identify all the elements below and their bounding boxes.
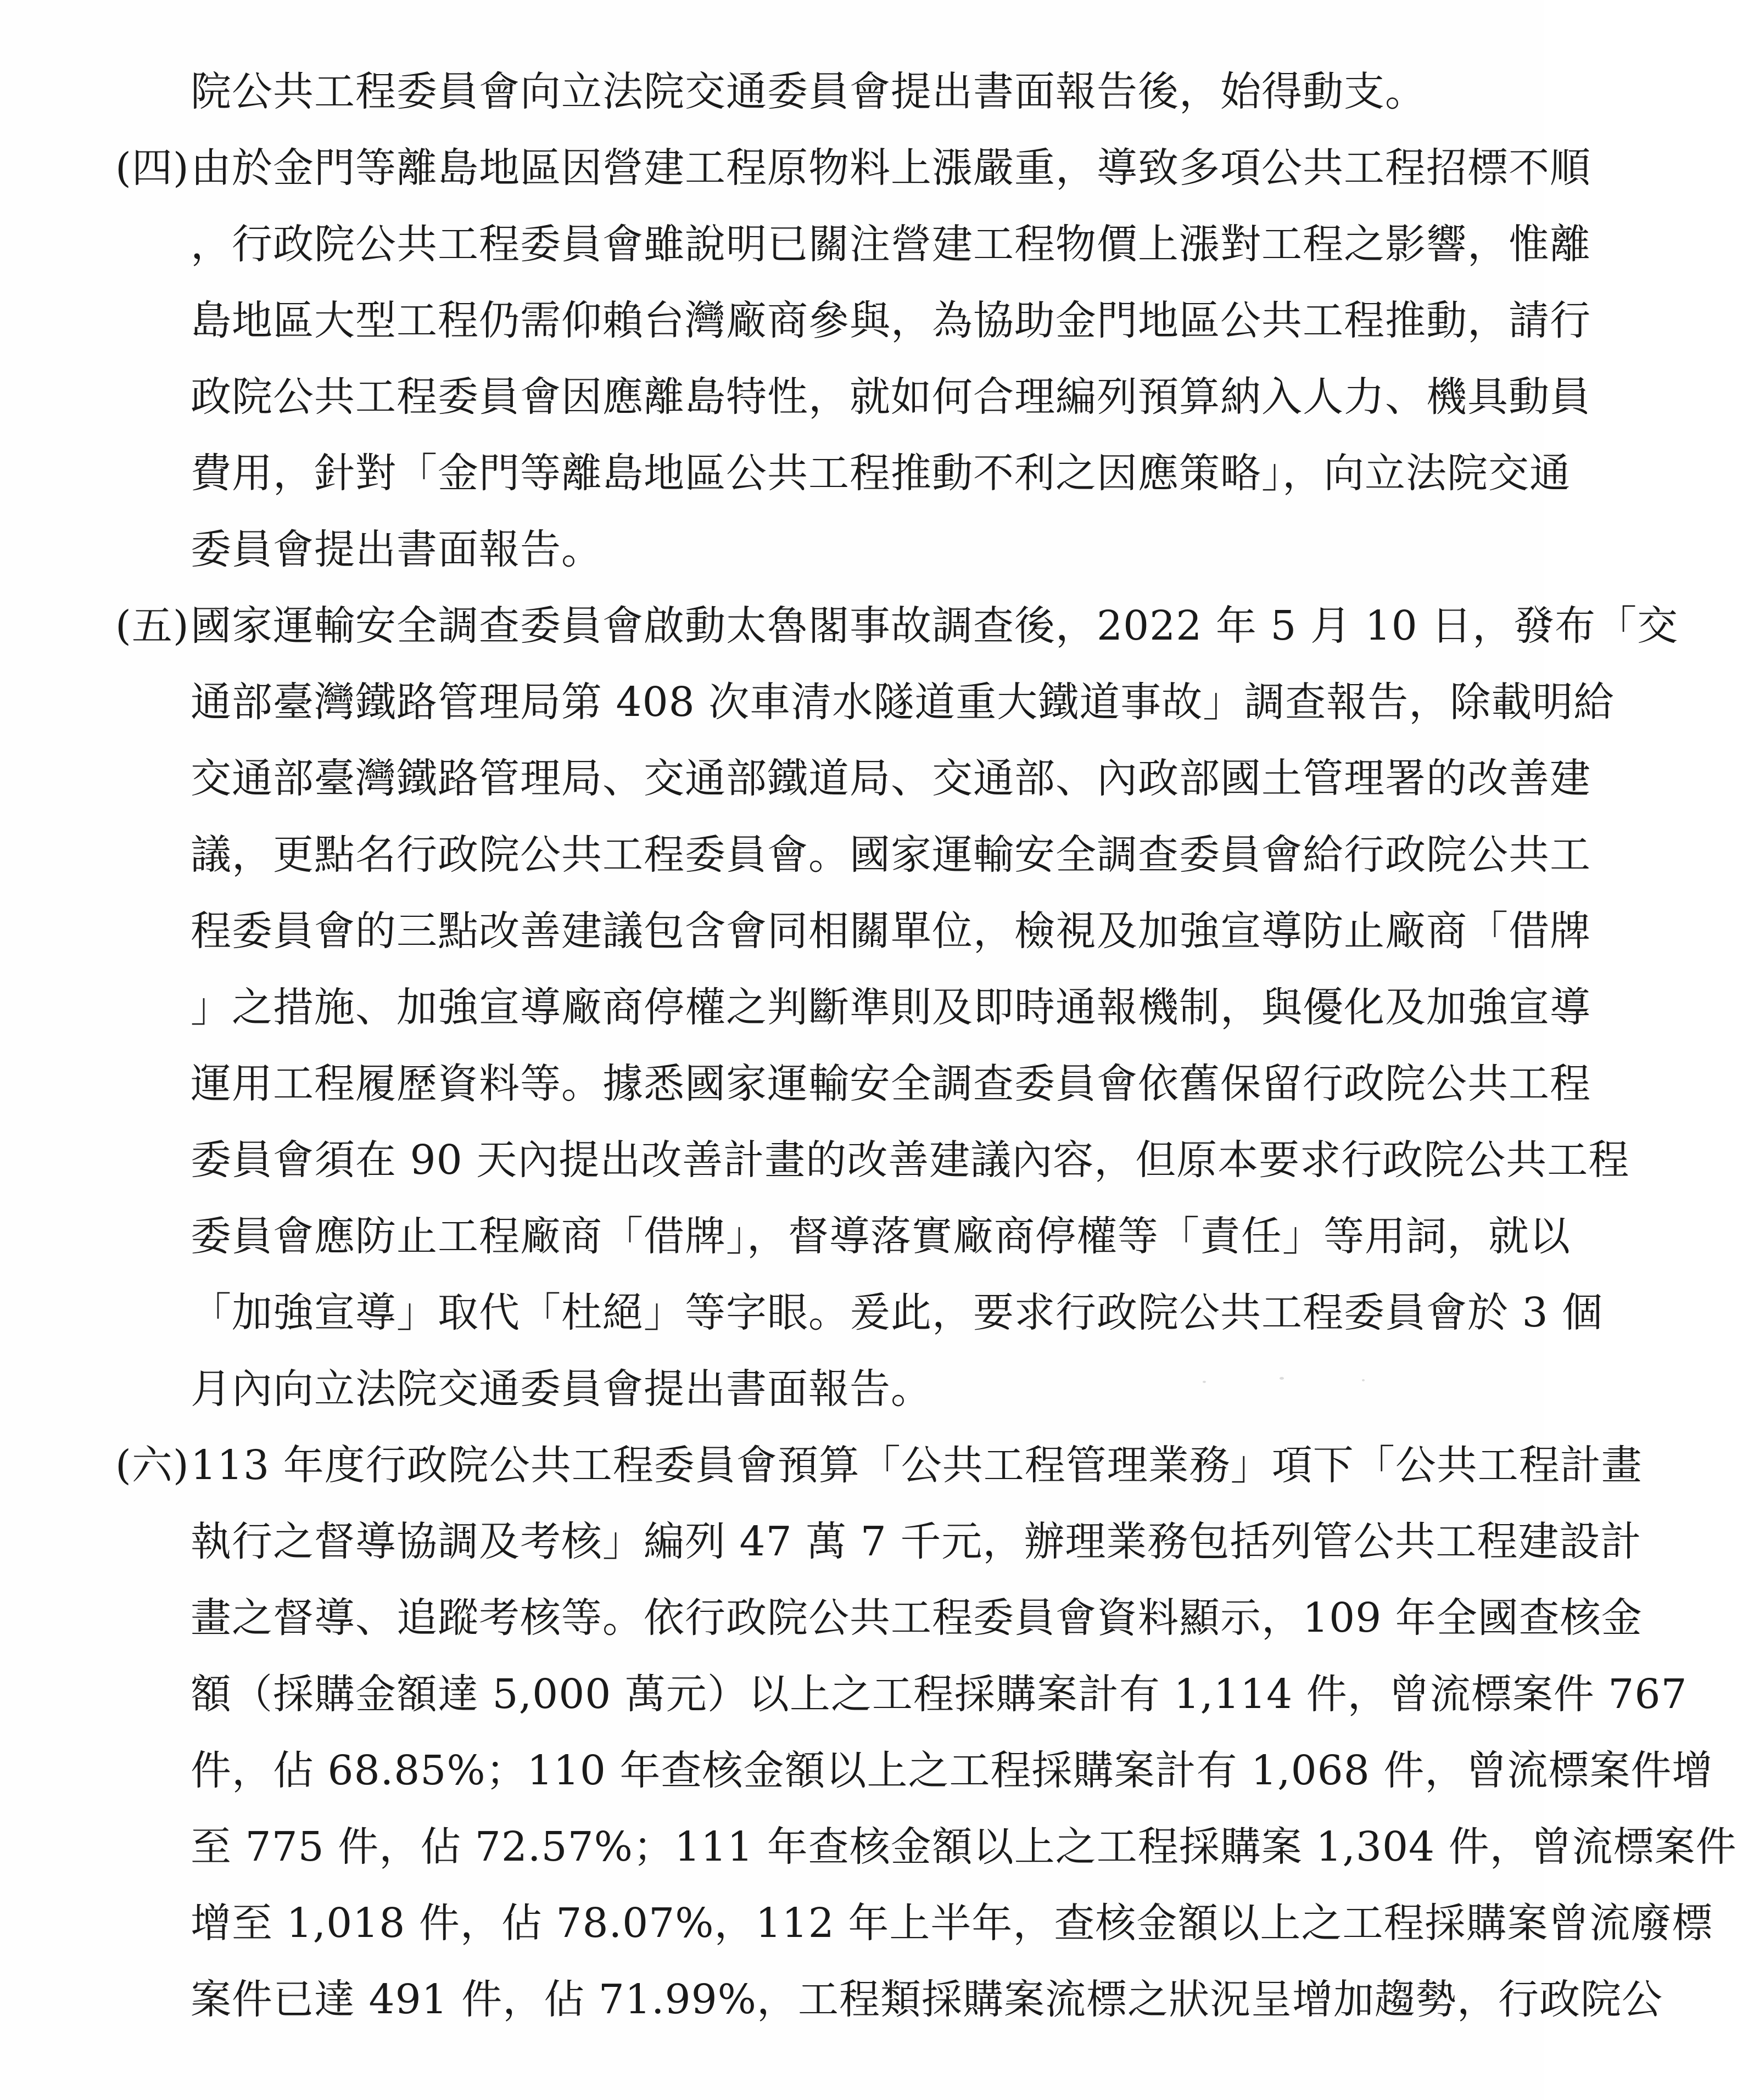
paragraph-line: 「加強宣導」取代「杜絕」等字眼。爰此，要求行政院公共工程委員會於 3 個 [191,1289,1604,1336]
scan-artifact [1203,1381,1206,1383]
paragraph-line: 委員會提出書面報告。 [191,526,602,573]
paragraph-line: 島地區大型工程仍需仰賴台灣廠商參與，為協助金門地區公共工程推動，請行 [191,297,1591,344]
scan-artifact [1280,1377,1284,1380]
paragraph-line: 程委員會的三點改善建議包含會同相關單位，檢視及加強宣導防止廠商「借牌 [191,908,1591,955]
paragraph-line: 委員會應防止工程廠商「借牌」，督導落實廠商停權等「責任」等用詞，就以 [191,1213,1571,1260]
paragraph-text: 113 年度行政院公共工程委員會預算「公共工程管理業務」項下「公共工程計畫 [191,1442,1643,1489]
paragraph-line [115,588,1679,664]
continuation-line: 院公共工程委員會向立法院交通委員會提出書面報告後，始得動支。 [191,68,1426,115]
paragraph-line: 月內向立法院交通委員會提出書面報告。 [191,1365,932,1413]
scan-artifact [544,549,546,552]
paragraph-item-4 [115,130,1591,588]
paragraph-line: 政院公共工程委員會因應離島特性，就如何合理編列預算納入人力、機具動員 [191,373,1591,421]
paragraph-line: 額（採購金額達 5,000 萬元）以上之工程採購案計有 1,114 件，曾流標案件 767 [191,1671,1688,1718]
paragraph-line: 」之措施、加強宣導廠商停權之判斷準則及即時通報機制，與優化及加強宣導 [191,984,1591,1031]
paragraph-line: 案件已達 491 件，佔 71.99%，工程類採購案流標之狀況呈增加趨勢，行政院公 [191,1976,1663,2023]
paragraph-line: 件，佔 68.85%；110 年查核金額以上之工程採購案計有 1,068 件，曾流標案件增 [191,1747,1713,1794]
paragraph-line: ，行政院公共工程委員會雖說明已關注營建工程物價上漲對工程之影響，惟離 [191,221,1591,268]
item-marker: (四) [115,144,189,192]
paragraph-line: 交通部臺灣鐵路管理局、交通部鐵道局、交通部、內政部國土管理署的改善建 [191,755,1591,802]
paragraph-line: 委員會須在 90 天內提出改善計畫的改善建議內容，但原本要求行政院公共工程 [191,1136,1630,1184]
paragraph-line: 議，更點名行政院公共工程委員會。國家運輸安全調查委員會給行政院公共工 [191,831,1591,878]
paragraph-line: 畫之督導、追蹤考核等。依行政院公共工程委員會資料顯示，109 年全國查核金 [191,1594,1643,1642]
paragraph-line: 通部臺灣鐵路管理局第 408 次車清水隧道重大鐵道事故」調查報告，除載明給 [191,679,1615,726]
paragraph-item-5 [115,588,1679,1427]
item-marker: (六) [115,1442,189,1489]
paragraph-line [115,1427,1643,1504]
paragraph-text: 由於金門等離島地區因營建工程原物料上漲嚴重，導致多項公共工程招標不順 [191,144,1591,192]
paragraph-line: 運用工程履歷資料等。據悉國家運輸安全調查委員會依舊保留行政院公共工程 [191,1060,1591,1107]
paragraph-line: 增至 1,018 件，佔 78.07%，112 年上半年，查核金額以上之工程採購案曾流廢標 [191,1900,1713,1947]
paragraph-text: 國家運輸安全調查委員會啟動太魯閣事故調查後，2022 年 5 月 10 日，發布「交 [191,602,1679,649]
document-body [115,54,1737,2038]
paragraph-line: 至 775 件，佔 72.57%；111 年查核金額以上之工程採購案 1,304 件，曾流標案件 [191,1823,1737,1871]
paragraph-line: 執行之督導協調及考核」編列 47 萬 7 千元，辦理業務包括列管公共工程建設計 [191,1518,1642,1565]
item-marker: (五) [115,602,189,649]
scan-artifact [1362,1379,1365,1381]
paragraph-line: 費用，針對「金門等離島地區公共工程推動不利之因應策略」，向立法院交通 [191,450,1571,497]
paragraph-item-6 [115,1427,1737,2038]
paragraph-line [115,130,1591,206]
